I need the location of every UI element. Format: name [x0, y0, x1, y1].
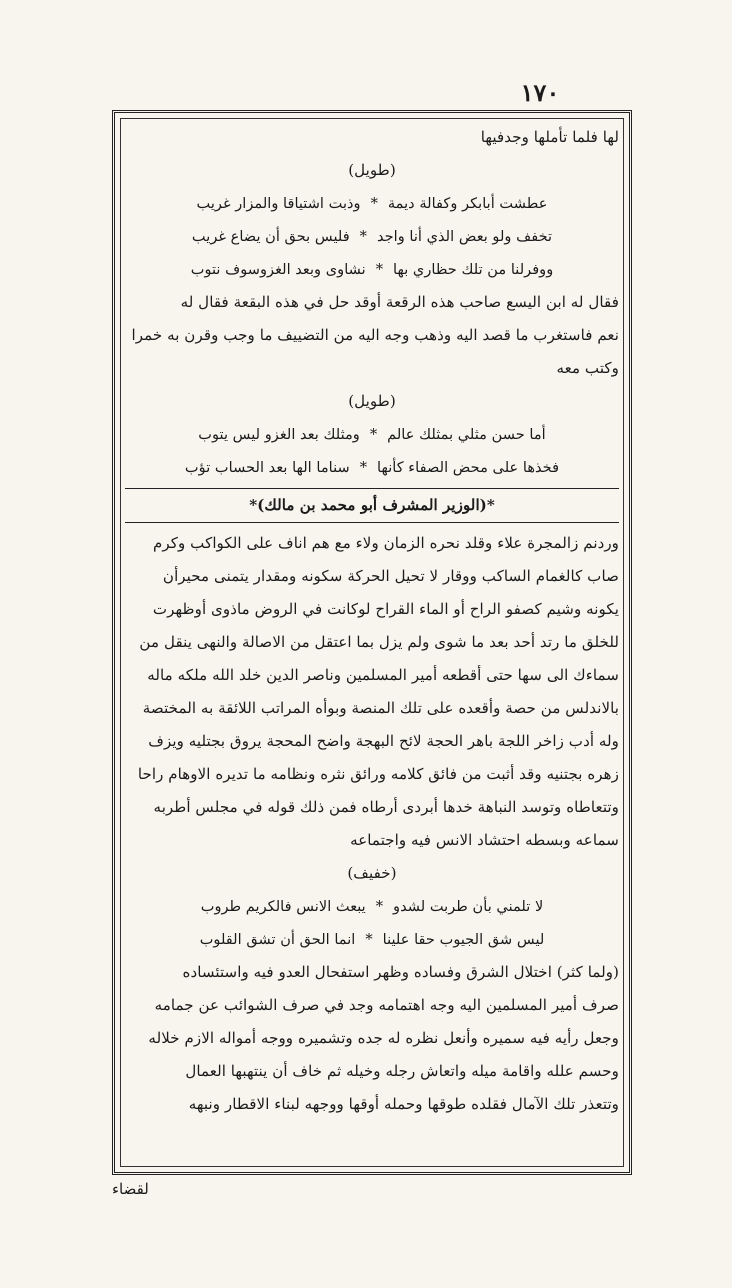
meter-label: (خفيف) [347, 864, 397, 882]
prose-line: نعم فاستغرب ما قصد اليه وذهب وجه اليه من التضييف ما وجب وقرن به خمرا [131, 326, 619, 344]
verse-separator: * [359, 228, 367, 245]
prose-line: زهره بجتنيه وقد أثبت من فائق كلامه ورائق نثره ونظامه ما تديره الاوهام راحا [137, 765, 619, 783]
verse-line [125, 220, 619, 253]
prose-line: صاب كالغمام الساكب ووقار لا تحيل الحركة سكونه ومقدار يتمنى محيرأن [162, 567, 619, 585]
verse-line [125, 923, 619, 956]
heading-star: * [486, 496, 495, 514]
verse-line [125, 253, 619, 286]
hemistich-first: ووفرلنا من تلك حظاري بها [393, 261, 554, 278]
prose-line: وردنم زالمجرة علاء وقلد نحره الزمان ولاء مع هم اناف على الكواكب وكرم [153, 534, 619, 552]
prose-line: صرف أمير المسلمين اليه وجه اهتمامه وجد في صرف الشوائب عن جمامه [154, 996, 619, 1014]
hemistich-first: تخفف ولو بعض الذي أنا واجد [376, 228, 553, 245]
prose-line: فقال له ابن اليسع صاحب هذه الرقعة أوقد حل في هذه البقعة فقال له [180, 293, 619, 311]
verse-separator: * [359, 459, 368, 476]
text-frame [112, 110, 632, 1175]
verse-line [125, 890, 619, 923]
hemistich-first: أما حسن مثلي بمثلك عالم [387, 426, 546, 443]
page-content [125, 121, 619, 1121]
prose-line: (ولما كثر) اختلال الشرق وفساده وظهر استفحال العدو فيه واستئساده [182, 963, 619, 981]
hemistich-first: ليس شق الجيوب حقا علينا [382, 931, 545, 948]
meter-label: (طويل) [348, 161, 396, 179]
heading-text: (الوزير المشرف أبو محمد بن مالك) [257, 496, 487, 514]
prose-line: للخلق ما رتد أحد بعد ما شوى ولم يزل بما اعتقل من الاصالة والنهى ينقل من [139, 633, 619, 651]
prose-line: لها فلما تأملها وجدفيها [480, 128, 619, 146]
hemistich-second: نشاوى وبعد الغزوسوف نتوب [190, 261, 366, 278]
meter-label: (طويل) [348, 392, 396, 410]
page-number: ١٧٠ [520, 78, 560, 107]
verse-separator: * [375, 261, 384, 278]
hemistich-second: ومثلك بعد الغزو ليس يتوب [198, 426, 360, 443]
section-heading [125, 488, 619, 523]
verse-line [125, 418, 619, 451]
hemistich-first: لا تلمني بأن طربت لشدو [393, 898, 544, 915]
verse-separator: * [375, 898, 384, 915]
prose-line: بالاندلس من حصة وأقعده على تلك المنصة وبوأه المراتب اللائقة به المختصة [142, 699, 619, 717]
hemistich-first: عطشت أبابكر وكفالة ديمة [387, 195, 548, 212]
prose-line: يكونه وشيم كصفو الراح أو الماء القراح لوكانت في الروض ماذوى أوظهرت [152, 600, 619, 618]
prose-line: سماءك الى سها حتى أقطعه أمير المسلمين وناصر الدين خلد الله ملكه ماله [147, 666, 619, 684]
hemistich-second: فليس بحق أن يضاع غريب [191, 228, 350, 245]
prose-line: سماعه وبسطه احتشاد الانس فيه واجتماعه [350, 831, 619, 849]
verse-separator: * [370, 195, 378, 212]
prose-line: وتتعذر تلك الآمال فقلده طوقها وحمله أوقها ووجهه لبناء الاقطار ونبهه [188, 1095, 619, 1113]
catchword: لقضاء [112, 1180, 149, 1198]
hemistich-second: يبعث الانس فالكريم طروب [200, 898, 366, 915]
hemistich-second: انما الحق أن تشق القلوب [199, 931, 356, 948]
verse-separator: * [369, 426, 378, 443]
prose-line: وكتب معه [556, 359, 619, 377]
verse-line [125, 187, 619, 220]
hemistich-second: سناما الها بعد الحساب تؤب [184, 459, 350, 476]
hemistich-first: فخذها على محض الصفاء كأنها [377, 459, 560, 476]
hemistich-second: وذبت اشتياقا والمزار غريب [196, 195, 361, 212]
prose-line: وتتعاطاه وتوسد النباهة خدها أبردى أرطاه فمن ذلك قوله في مجلس أطربه [153, 798, 619, 816]
verse-line [125, 451, 619, 484]
prose-line: وله أدب زاخر اللجة باهر الحجة لائح البهجة واضح المحجة يروق بجتليه ويزف [148, 732, 619, 750]
prose-line: وحسم علله واقامة ميله واتعاش رجله وخيله ثم خاف أن ينتهبها العمال [185, 1062, 619, 1080]
verse-separator: * [365, 931, 373, 948]
prose-line: وجعل رأيه فيه سميره وأنعل نظره له جده وتشميره ووجه أمواله الازم خلاله [148, 1029, 619, 1047]
heading-star: * [249, 496, 258, 514]
